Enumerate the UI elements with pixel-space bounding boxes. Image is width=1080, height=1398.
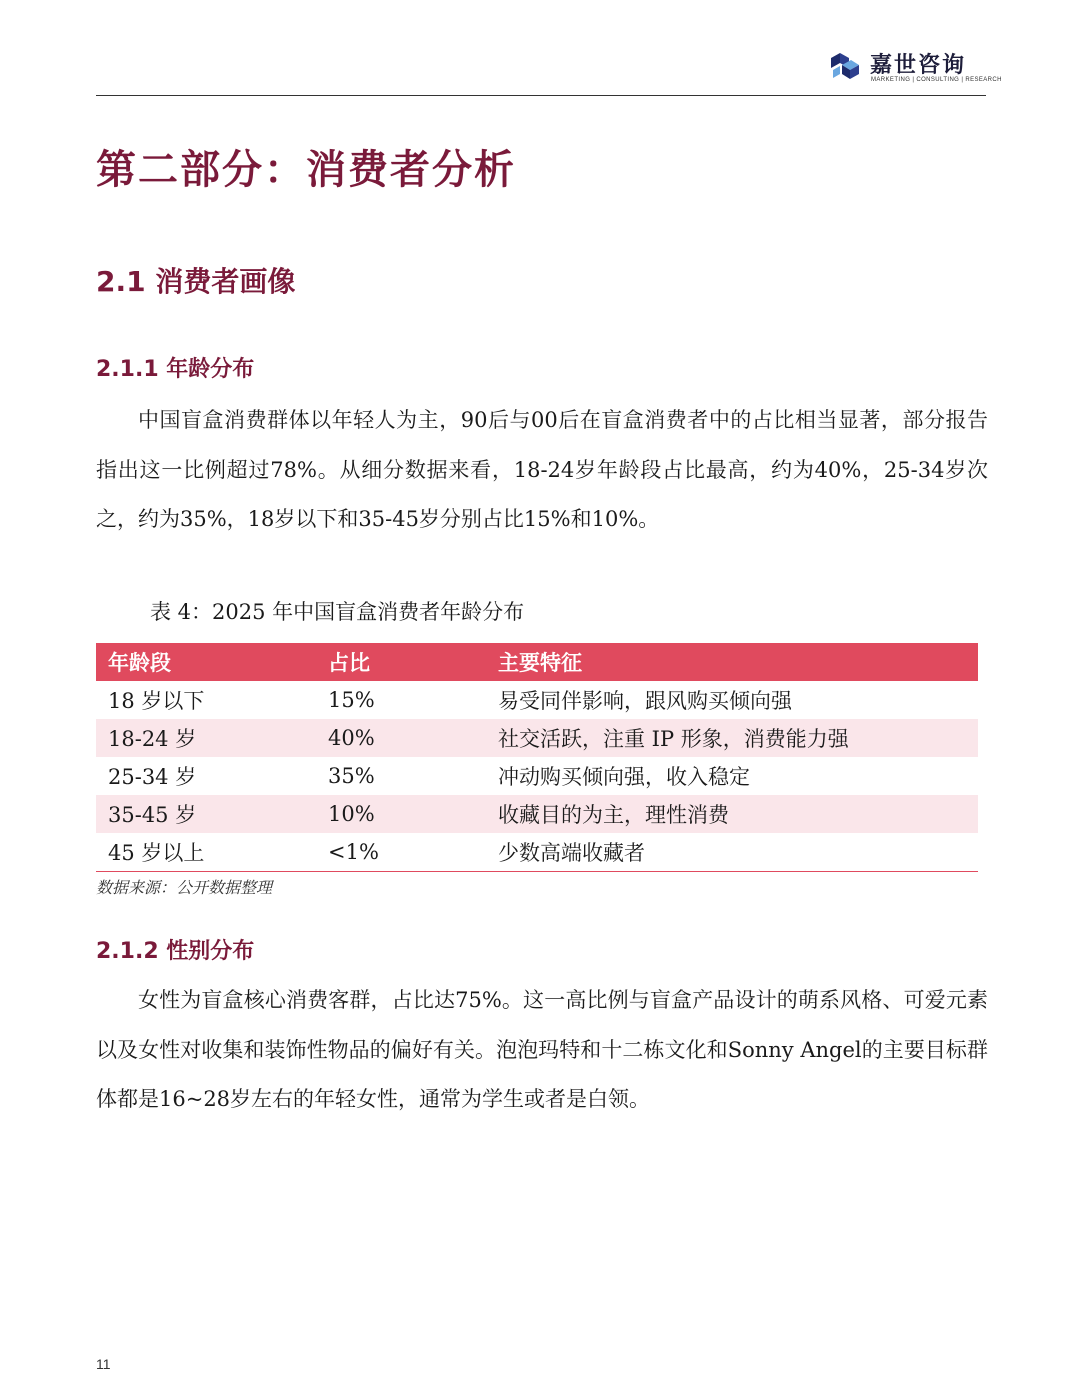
share-cell: 40% — [316, 719, 486, 757]
age-group-cell: 35-45 岁 — [96, 795, 316, 833]
table-row — [96, 719, 978, 757]
share-cell: 15% — [328, 688, 375, 712]
table-caption: 表 4：2025 年中国盲盒消费者年龄分布 — [150, 600, 525, 624]
features-cell: 易受同伴影响，跟风购买倾向强 — [498, 689, 792, 713]
gender-paragraph: 女性为盲盒核心消费客群，占比达75%。这一高比例与盲盒产品设计的萌系风格、可爱元素以及女性对收集和装饰性物品的偏好有关。泡泡玛特和十二栋文化和Sonny Angel的主要目标群体都是16~28岁左右的年轻女性，通常为学生或者是白领。 — [96, 988, 988, 1111]
table-row — [96, 833, 978, 871]
header-age-group: 年龄段 — [96, 643, 316, 681]
age-group-cell: 18-24 岁 — [96, 719, 316, 757]
table-row — [96, 795, 978, 833]
part-title: 第二部分：消费者分析 — [96, 146, 516, 193]
age-group-cell: 25-34 岁 — [108, 765, 197, 789]
page-number: 11 — [96, 1356, 111, 1372]
age-distribution-table — [96, 643, 978, 872]
section-title: 2.1 消费者画像 — [96, 265, 296, 298]
age-paragraph: 中国盲盒消费群体以年轻人为主，90后与00后在盲盒消费者中的占比相当显著，部分报告指出这一比例超过78%。从细分数据来看，18-24岁年龄段占比最高，约为40%，25-34岁次之，约为35%，18岁以下和35-45岁分别占比15%和10%。 — [96, 408, 988, 531]
header-features: 主要特征 — [486, 643, 978, 681]
data-source-note: 数据来源：公开数据整理 — [96, 878, 273, 897]
header-divider — [96, 95, 986, 96]
table-row — [96, 757, 978, 795]
subsection-title-age: 2.1.1 年龄分布 — [96, 357, 255, 382]
features-cell: 冲动购买倾向强，收入稳定 — [498, 765, 750, 789]
table-row — [96, 681, 978, 719]
subsection-title-gender: 2.1.2 性别分布 — [96, 939, 255, 964]
brand-logo — [828, 46, 1002, 90]
header-share: 占比 — [316, 643, 486, 681]
share-cell: 10% — [316, 795, 486, 833]
features-cell: 社交活跃，注重 IP 形象，消费能力强 — [486, 719, 978, 757]
brand-tagline: MARKETING | CONSULTING | RESEARCH — [871, 77, 1002, 83]
table-header-row — [96, 643, 978, 681]
age-group-cell: 45 岁以上 — [96, 833, 316, 871]
logo-mark-icon — [828, 48, 862, 82]
share-cell: 35% — [328, 764, 375, 788]
features-cell: 收藏目的为主，理性消费 — [486, 795, 978, 833]
features-cell: 少数高端收藏者 — [486, 833, 978, 871]
brand-name: 嘉世咨询 — [870, 53, 967, 78]
share-cell: <1% — [316, 833, 486, 871]
age-group-cell: 18 岁以下 — [108, 689, 205, 713]
